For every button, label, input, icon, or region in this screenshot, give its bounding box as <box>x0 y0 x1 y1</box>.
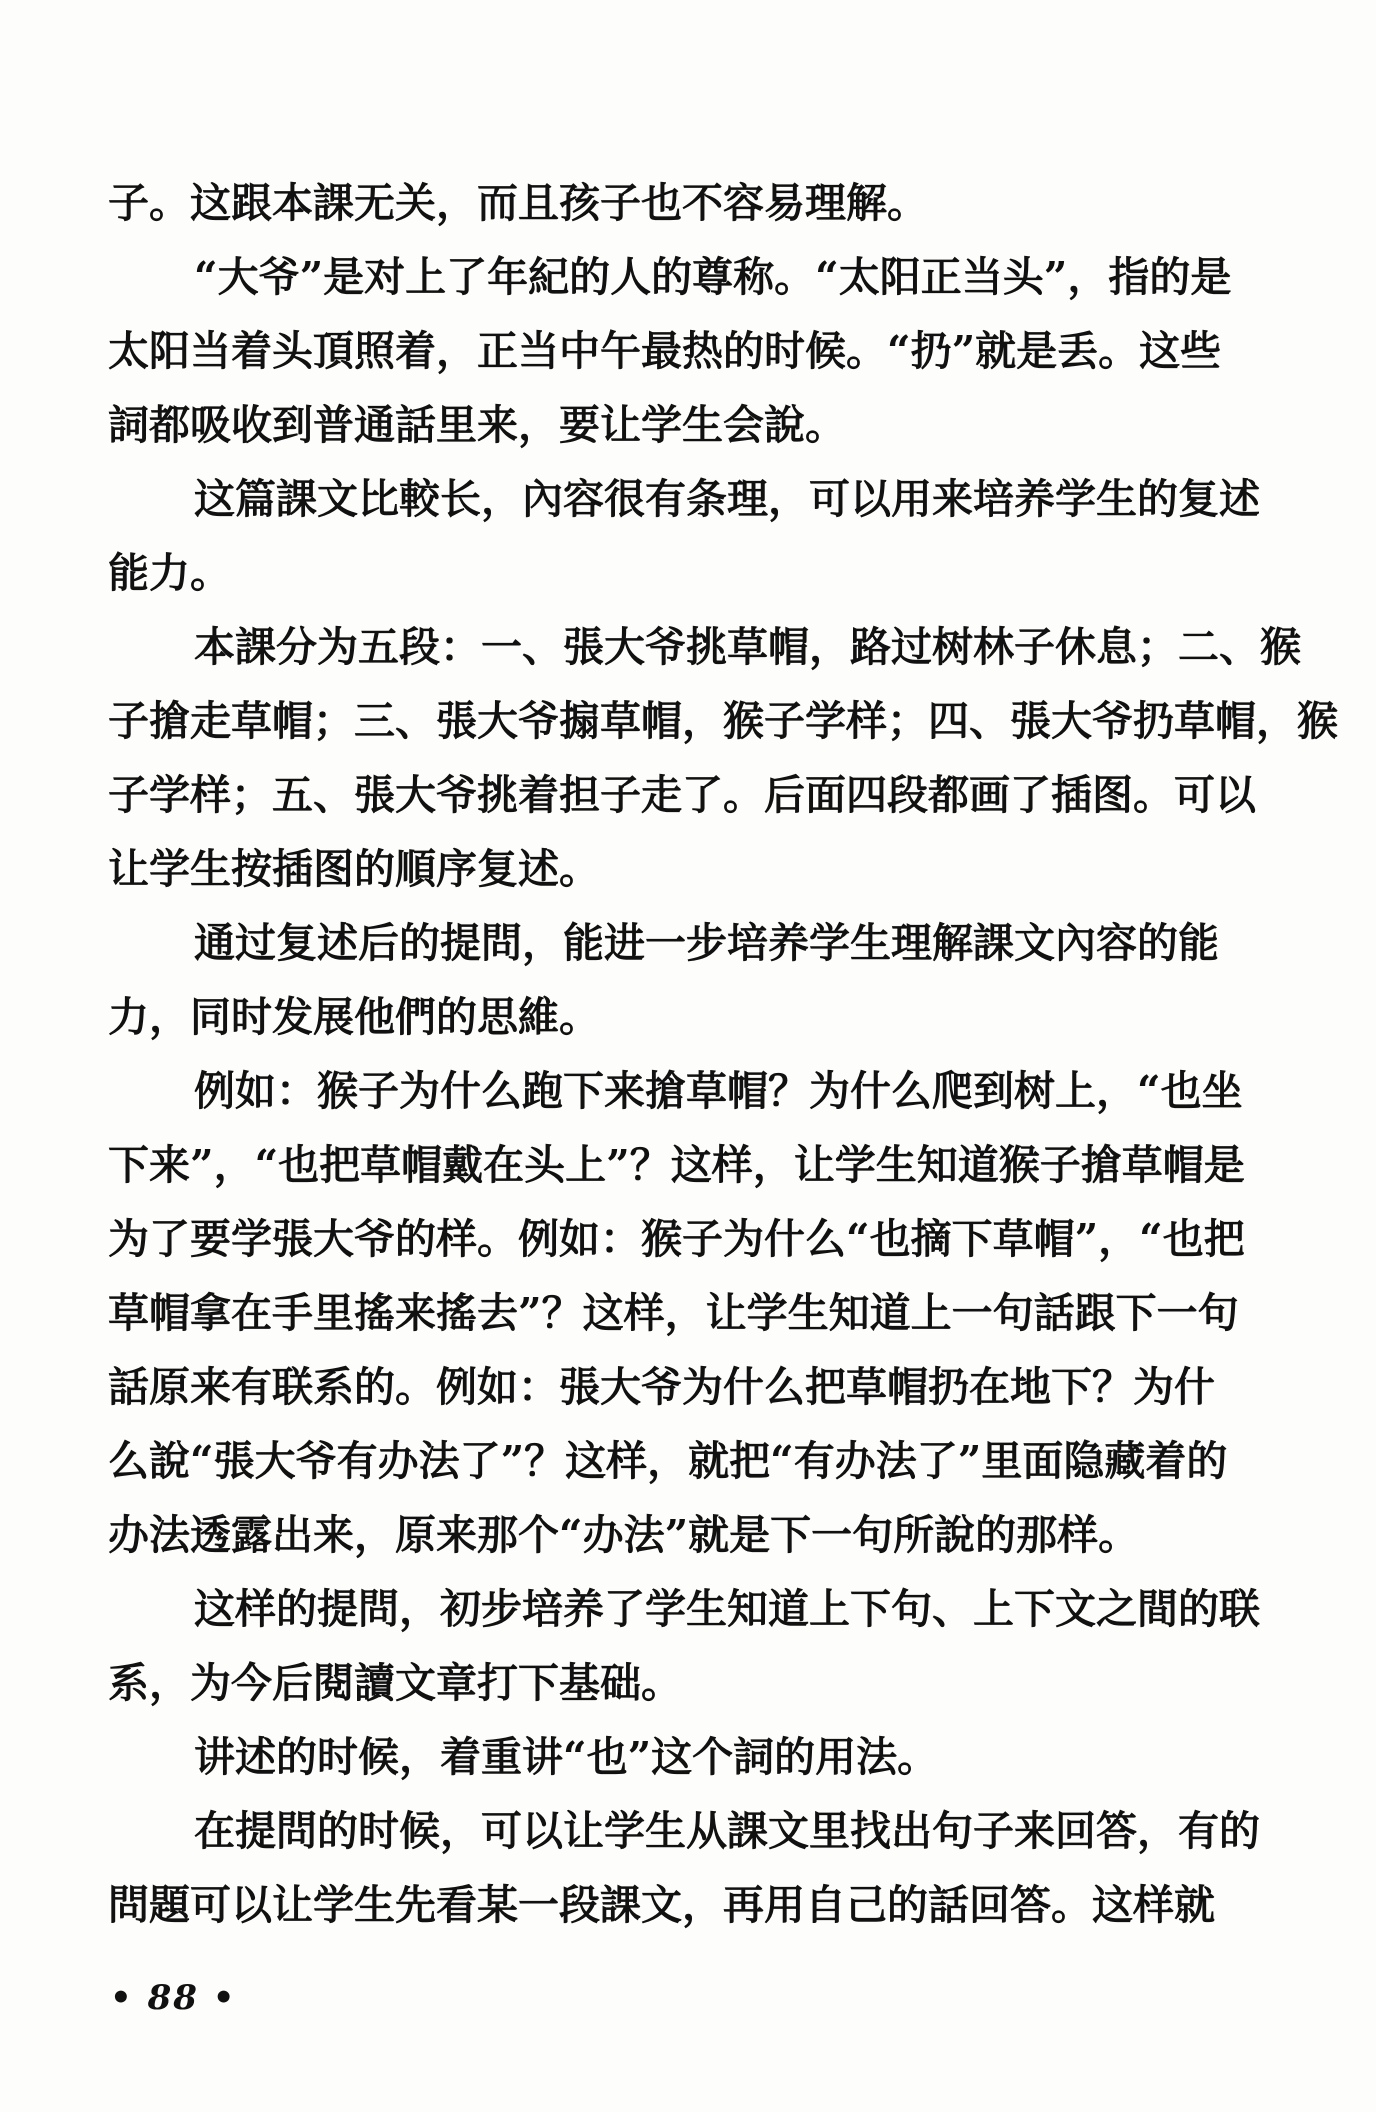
text-line: 力，同时发展他們的思維。 <box>108 993 600 1041</box>
paragraph-answering <box>108 1794 1270 1942</box>
paragraph-foundation <box>108 1572 1270 1720</box>
text-line: 这篇課文比較长，內容很有条理，可以用来培养学生的复述 <box>194 475 1260 523</box>
text-line: 太阳当着头頂照着，正当中午最热的时候。“扔”就是丢。这些 <box>108 327 1222 375</box>
text-line: 在提問的时候，可以让学生从課文里找出句子来回答，有的 <box>194 1807 1260 1855</box>
text-line: 讲述的时候，着重讲“也”这个詞的用法。 <box>194 1733 939 1781</box>
text-line: 这样的提問，初步培养了学生知道上下句、上下文之間的联 <box>194 1585 1260 1633</box>
paragraph-questioning <box>108 906 1270 1054</box>
text-line: 本課分为五段：一、張大爷挑草帽，路过树林子休息；二、猴 <box>194 623 1301 671</box>
text-line: 子学样；五、張大爷挑着担子走了。后面四段都画了插图。可以 <box>108 771 1256 819</box>
text-body <box>108 166 1338 1942</box>
page-number: • 88 • <box>110 1978 237 2018</box>
text-line: 么說“張大爷有办法了”？这样，就把“有办法了”里面隐藏着的 <box>108 1437 1228 1485</box>
text-line: 話原来有联系的。例如：張大爷为什么把草帽扔在地下？为什 <box>108 1363 1215 1411</box>
paragraph-vocabulary <box>108 240 1270 462</box>
text-line: 下来”，“也把草帽戴在头上”？这样，让学生知道猴子搶草帽是 <box>108 1141 1245 1189</box>
text-line: 問題可以让学生先看某一段課文，再用自己的話回答。这样就 <box>108 1881 1215 1929</box>
text-line: 子搶走草帽；三、張大爷搧草帽，猴子学样；四、張大爷扔草帽，猴 <box>108 697 1338 745</box>
paragraph-sections <box>108 610 1338 906</box>
text-line: 系，为今后閱讀文章打下基础。 <box>108 1659 682 1707</box>
text-line: 为了要学張大爷的样。例如：猴子为什么“也摘下草帽”，“也把 <box>108 1215 1245 1263</box>
paragraph-continuation <box>108 166 1270 240</box>
text-line: 让学生按插图的順序复述。 <box>108 845 600 893</box>
text-line: 子。这跟本課无关，而且孩子也不容易理解。 <box>108 179 928 227</box>
paragraph-narration <box>108 1720 1270 1794</box>
text-line: 草帽拿在手里搖来搖去”？这样，让学生知道上一句話跟下一句 <box>108 1289 1239 1337</box>
text-line: 办法透露出来，原来那个“办法”就是下一句所說的那样。 <box>108 1511 1140 1559</box>
paragraph-examples <box>108 1054 1270 1572</box>
text-line: 能力。 <box>108 549 231 597</box>
paragraph-retelling <box>108 462 1270 610</box>
text-line: 例如：猴子为什么跑下来搶草帽？为什么爬到树上，“也坐 <box>194 1067 1243 1115</box>
text-line: 詞都吸收到普通話里来，要让学生会說。 <box>108 401 846 449</box>
text-line: 通过复述后的提問，能进一步培养学生理解課文內容的能 <box>194 919 1219 967</box>
text-line: “大爷”是对上了年紀的人的尊称。“太阳正当头”，指的是 <box>194 253 1232 301</box>
